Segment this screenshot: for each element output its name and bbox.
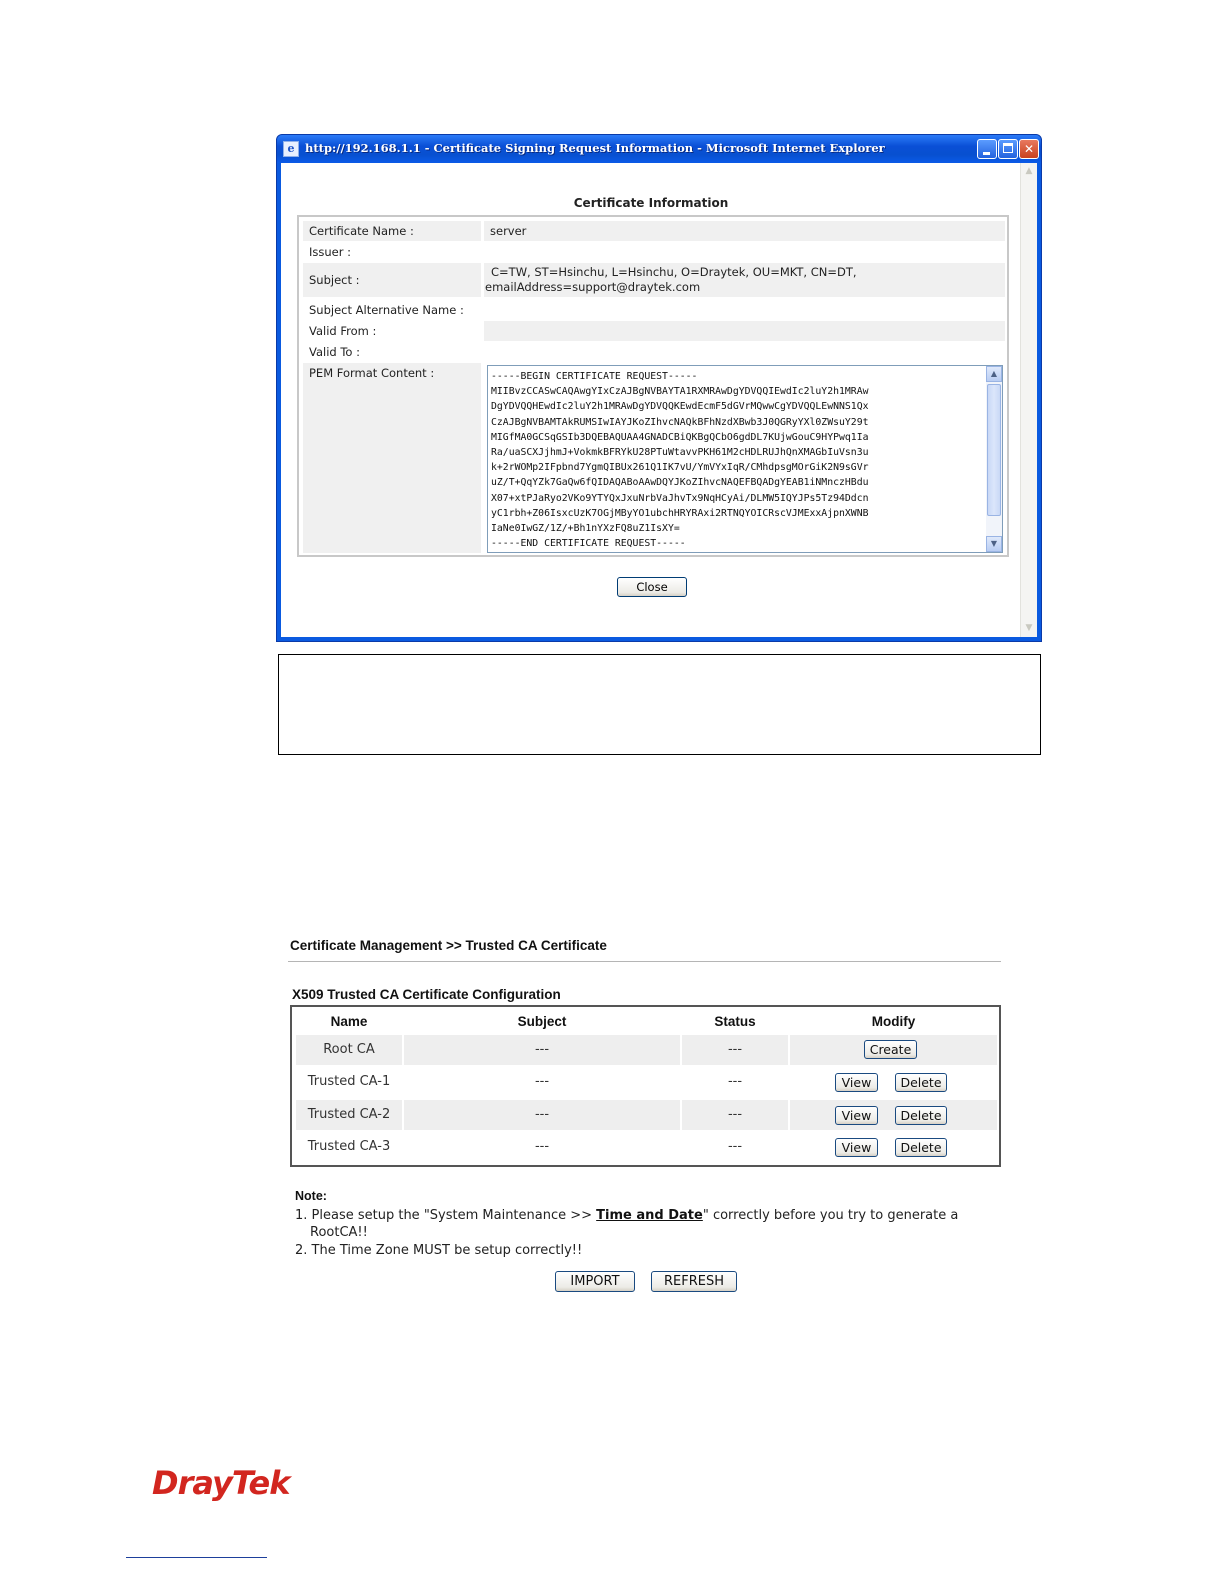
row-subject: ---	[404, 1100, 680, 1130]
note-item-1	[295, 1208, 958, 1223]
section-title: X509 Trusted CA Certificate Configuration	[292, 987, 561, 1002]
window-title: http://192.168.1.1 - Certificate Signing Request Information - Microsoft Internet Explorer	[305, 141, 885, 155]
column-header-subject: Subject	[517, 1014, 567, 1029]
cert-name-row	[303, 221, 1005, 241]
pem-line: CzAJBgNVBAMTAkRUMSIwIAYJKoZIhvcNAQkBFhNzdXBwb3J0QGRyYXl0ZWsuY29t	[491, 416, 869, 428]
row-modify	[790, 1067, 997, 1097]
table-row	[296, 1067, 997, 1097]
row-status: ---	[727, 1074, 743, 1089]
pem-line: uZ/T+QqYZk7GaQw6fQIDAQABoAAwDQYJKoZIhvcNAQEFBQADgYEAB1iNMnczHBdu	[491, 477, 869, 489]
view-button[interactable]: View	[835, 1138, 878, 1157]
valid-from-label: Valid From :	[309, 324, 377, 338]
row-subject: ---	[534, 1074, 550, 1089]
san-row	[303, 299, 1005, 321]
pem-line: DgYDVQQHEwdIc2luY2h1MRAwDgYDVQQKEwdEcmF5dGVrMQwwCgYDVQQLEwNNS1Qx	[491, 401, 869, 413]
issuer-label: Issuer :	[309, 245, 351, 259]
table-row	[296, 1100, 997, 1130]
row-status: ---	[682, 1035, 788, 1065]
maximize-icon[interactable]	[998, 139, 1018, 159]
subject-value	[484, 263, 1005, 297]
delete-button[interactable]: Delete	[895, 1073, 947, 1092]
window-scrollbar[interactable]	[1020, 163, 1037, 637]
pem-textarea[interactable]	[487, 365, 1003, 553]
issuer-value	[484, 241, 1005, 263]
page-breadcrumb: Certificate Management >> Trusted CA Certificate	[290, 938, 607, 953]
minimize-icon[interactable]	[977, 139, 997, 159]
pem-line: yC1rbh+Z06IsxcUzK7OGjMByYO1ubchHRYRAxi2RTNQYOICRscVJMExxAjpnXWNB	[491, 507, 869, 519]
subject-line-1: C=TW, ST=Hsinchu, L=Hsinchu, O=Draytek, OU=MKT, CN=DT,	[491, 265, 857, 279]
row-name: Root CA	[296, 1035, 402, 1065]
valid-from-value	[484, 321, 1005, 341]
row-name: Trusted CA-3	[307, 1139, 391, 1154]
note-item-1-continued: RootCA!!	[310, 1225, 368, 1240]
valid-to-row	[303, 341, 1005, 363]
san-label: Subject Alternative Name :	[309, 303, 464, 317]
row-status: ---	[682, 1100, 788, 1130]
footer-divider	[126, 1557, 267, 1558]
table-row	[296, 1132, 997, 1162]
note-1-prefix: 1. Please setup the "System Maintenance >>	[295, 1208, 597, 1223]
window-scroll-up-icon[interactable]: ▲	[1025, 166, 1033, 176]
pem-label: PEM Format Content :	[303, 363, 481, 553]
cert-name-value: server	[484, 221, 1005, 241]
certificate-info-heading: Certificate Information	[573, 196, 729, 210]
empty-caption-frame	[278, 654, 1041, 755]
table-row	[296, 1035, 997, 1065]
row-status: ---	[727, 1139, 743, 1154]
certificate-info-panel	[297, 215, 1009, 557]
note-title: Note:	[295, 1189, 327, 1203]
import-button[interactable]: IMPORT	[555, 1271, 635, 1292]
column-header-name: Name	[330, 1014, 368, 1029]
scroll-up-icon[interactable]: ▲	[986, 366, 1002, 382]
scroll-down-icon[interactable]: ▼	[986, 536, 1002, 552]
close-button[interactable]: Close	[617, 577, 687, 597]
row-name: Trusted CA-1	[307, 1074, 391, 1089]
close-icon[interactable]: ✕	[1019, 139, 1039, 159]
subject-line-2: emailAddress=support@draytek.com	[485, 280, 701, 294]
row-modify	[790, 1100, 997, 1130]
refresh-button[interactable]: REFRESH	[651, 1271, 737, 1292]
row-subject: ---	[534, 1139, 550, 1154]
pem-line: MIGfMA0GCSqGSIb3DQEBAQUAA4GNADCBiQKBgQCbO6gdDL7KUjwGouC9HYPwq1Ia	[491, 431, 869, 443]
pem-scroll-thumb[interactable]	[987, 384, 1001, 516]
view-button[interactable]: View	[835, 1106, 878, 1125]
pem-scrollbar[interactable]	[986, 366, 1002, 552]
window-content	[281, 163, 1037, 637]
pem-line: -----BEGIN CERTIFICATE REQUEST-----	[491, 371, 698, 382]
draytek-logo: DrayTek	[152, 1464, 290, 1502]
row-modify	[790, 1132, 997, 1162]
cert-name-label: Certificate Name :	[303, 221, 481, 241]
trusted-ca-table	[290, 1005, 1001, 1167]
pem-line: IaNe0IwGZ/1Z/+Bh1nYXzFQ8uZ1IsXY=	[491, 523, 680, 535]
delete-button[interactable]: Delete	[895, 1138, 947, 1157]
ie-popup-window	[276, 134, 1042, 642]
pem-line: MIIBvzCCASwCAQAwgYIxCzAJBgNVBAYTA1RXMRAwDgYDVQQIEwdIc2luY2h1MRAw	[491, 386, 869, 398]
issuer-row	[303, 241, 1005, 263]
time-and-date-link[interactable]: Time and Date	[596, 1208, 703, 1223]
valid-to-label: Valid To :	[309, 345, 361, 359]
pem-line: -----END CERTIFICATE REQUEST-----	[491, 538, 686, 550]
pem-line: Ra/uaSCXJjhmJ+VokmkBFRYkU28PTuWtavvPKH61M2cHDLRUJhQnXMAGbIuVsn3u	[491, 447, 869, 459]
column-header-status: Status	[714, 1014, 756, 1029]
ie-page-icon: e	[283, 141, 299, 157]
view-button[interactable]: View	[835, 1073, 878, 1092]
valid-from-row	[303, 321, 1005, 341]
delete-button[interactable]: Delete	[895, 1106, 947, 1125]
pem-line: k+2rWOMp2IFpbnd7YgmQIBUx261Q1IK7vU/YmVYxIqR/CMhdpsgMOrGiK2N9sGVr	[491, 462, 869, 474]
pem-content	[491, 369, 983, 551]
note-item-2: 2. The Time Zone MUST be setup correctly!!	[295, 1243, 583, 1258]
row-modify	[790, 1035, 997, 1065]
create-button[interactable]: Create	[864, 1040, 917, 1059]
pem-line: X07+xtPJaRyo2VKo9YTYQxJxuNrbVaJhvTx9NqHCyAi/DLMW5IQYJPs5Tz94Ddcn	[491, 492, 869, 504]
row-name: Trusted CA-2	[296, 1100, 402, 1130]
window-scroll-down-icon[interactable]: ▼	[1025, 623, 1033, 633]
heading-divider	[288, 961, 1001, 962]
row-subject: ---	[404, 1035, 680, 1065]
subject-row	[303, 263, 1005, 297]
note-1-suffix: " correctly before you try to generate a	[702, 1208, 959, 1223]
subject-label: Subject :	[303, 263, 481, 297]
window-titlebar[interactable]	[277, 135, 1041, 163]
column-header-modify: Modify	[871, 1014, 916, 1029]
